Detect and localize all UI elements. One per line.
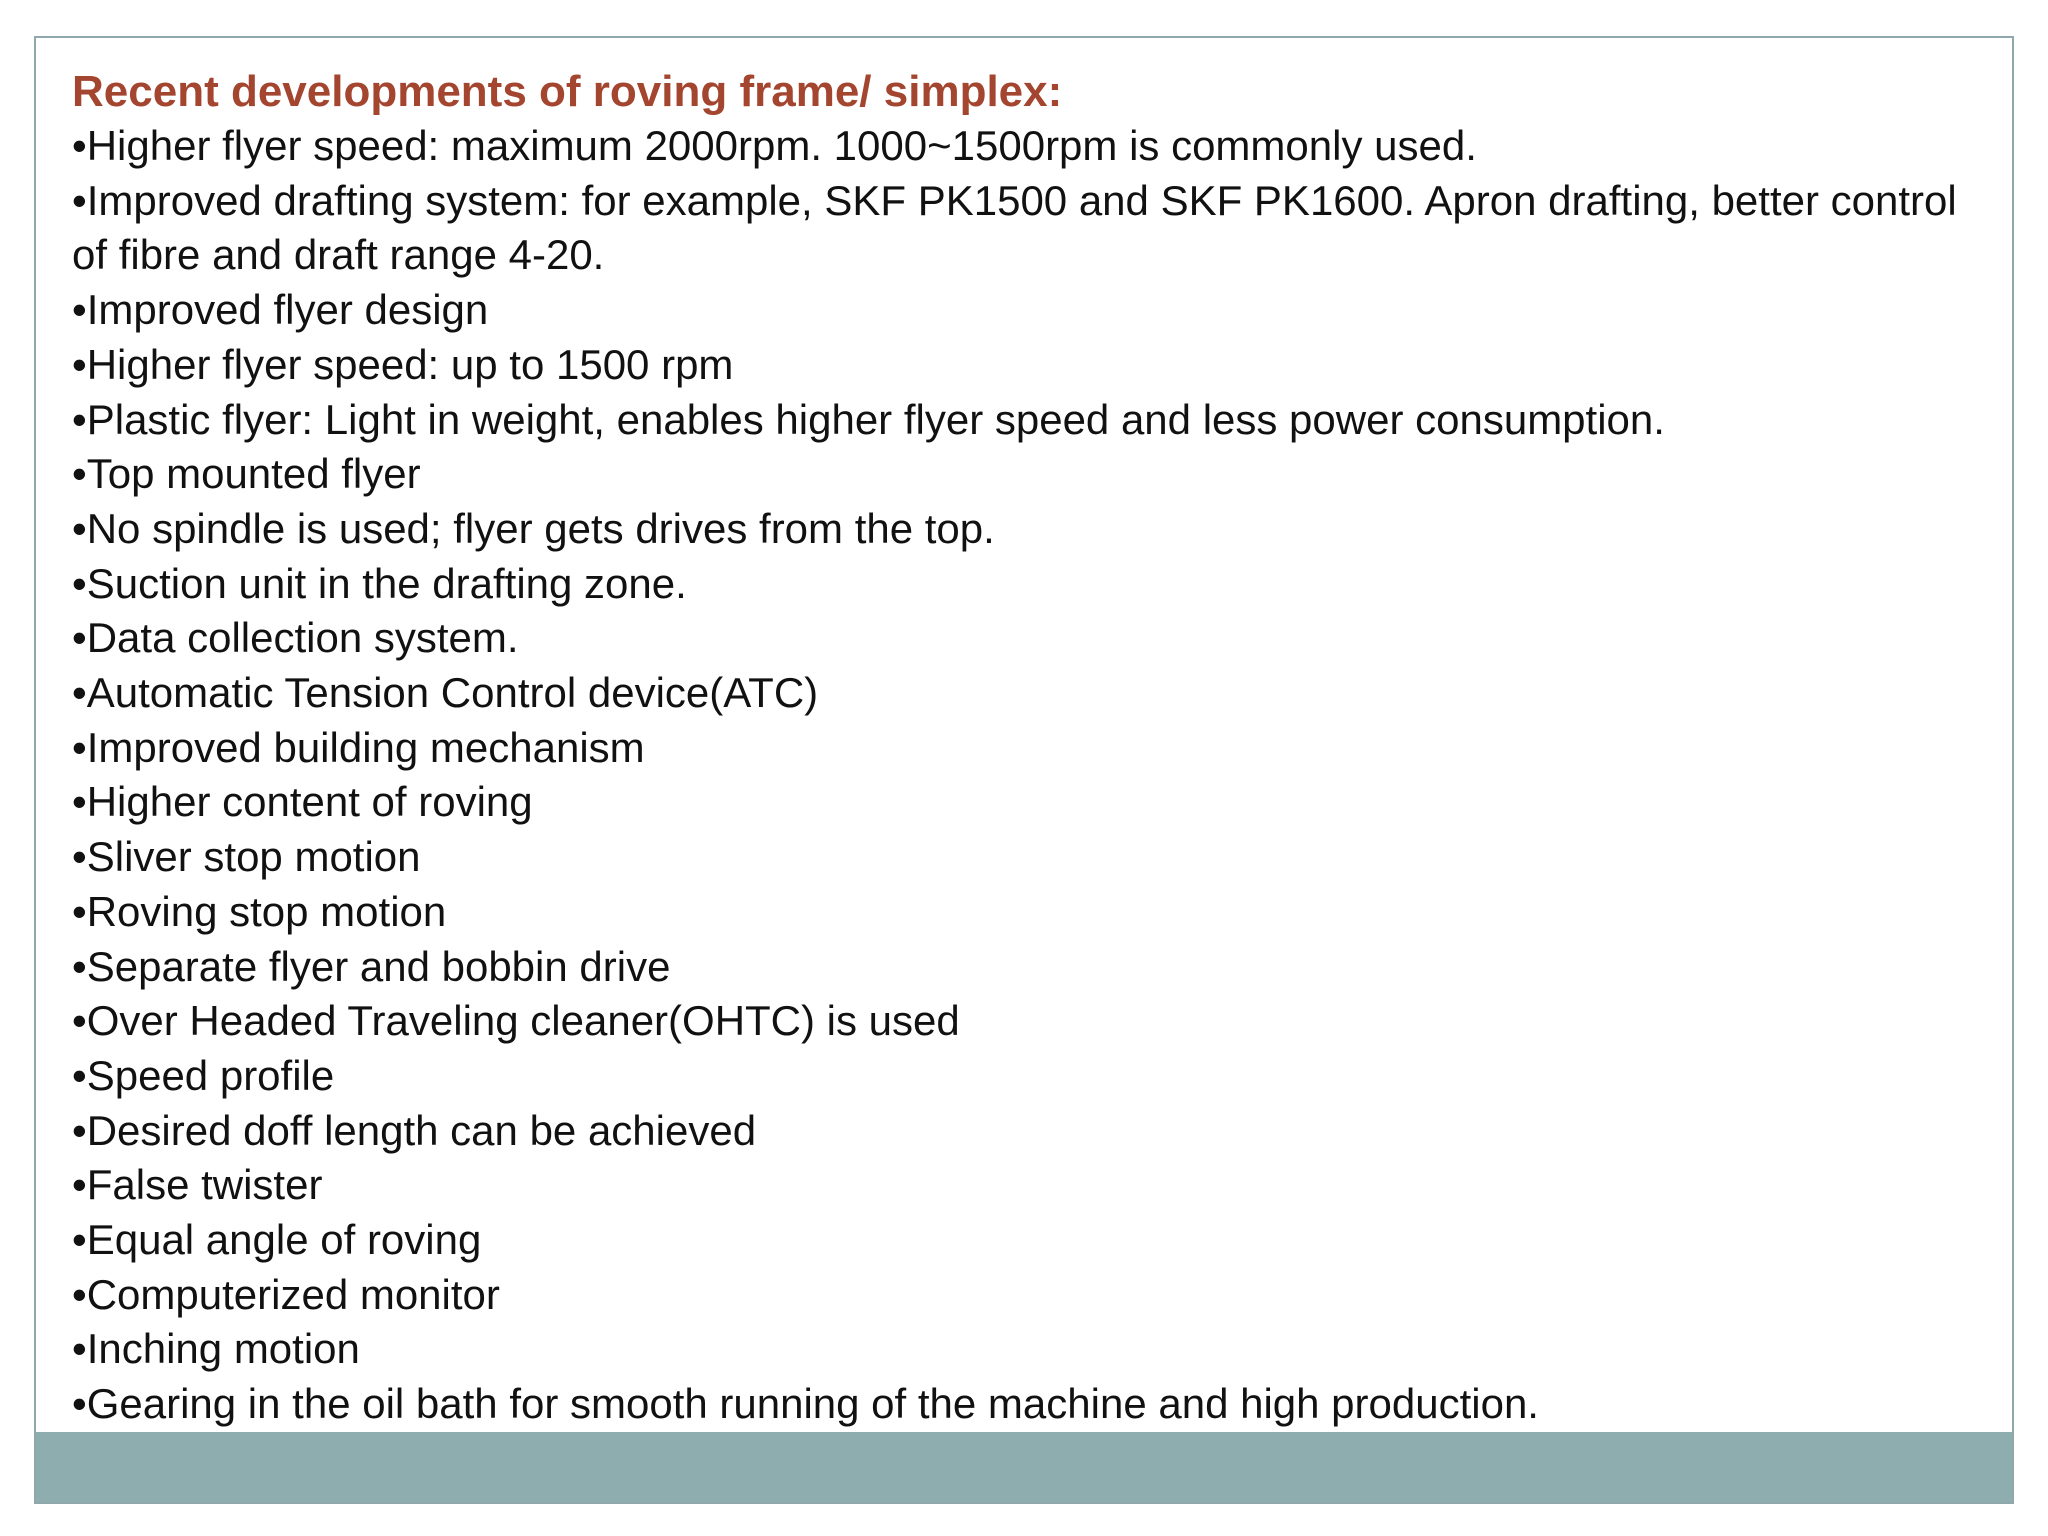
list-item: •Gearing in the oil bath for smooth running of the machine and high production.: [72, 1380, 1539, 1428]
list-item: •No spindle is used; flyer gets drives from the top.: [72, 504, 995, 552]
list-item: •Top mounted flyer: [72, 450, 421, 498]
list-item: •Improved flyer design: [72, 286, 489, 334]
list-item: •Sliver stop motion: [72, 833, 421, 881]
list-item: •Desired doff length can be achieved: [72, 1106, 757, 1154]
list-item: •Plastic flyer: Light in weight, enables higher flyer speed and less power consumption.: [72, 395, 1665, 443]
list-item: •Data collection system.: [72, 614, 519, 662]
list-item: •Improved building mechanism: [72, 723, 645, 771]
slide-frame: [34, 36, 2014, 1504]
slide-title: Recent developments of roving frame/ simplex:: [72, 67, 1063, 116]
list-item: •Speed profile: [72, 1051, 335, 1099]
list-item: •Automatic Tension Control device(ATC): [72, 669, 819, 717]
list-item: •Roving stop motion: [72, 887, 447, 935]
list-item: •Higher content of roving: [72, 778, 533, 826]
footer-bar: [36, 1432, 2012, 1502]
list-item: •Over Headed Traveling cleaner(OHTC) is used: [72, 997, 960, 1045]
list-item: •Suction unit in the drafting zone.: [72, 559, 687, 607]
slide-content: [72, 64, 1988, 1432]
list-item: •Computerized monitor: [72, 1270, 500, 1318]
list-item: •False twister: [72, 1161, 323, 1209]
list-item: •Higher flyer speed: maximum 2000rpm. 1000~1500rpm is commonly used.: [72, 122, 1477, 169]
list-item: •Improved drafting system: for example, SKF PK1500 and SKF PK1600. Apron drafting, better control of fibre and draft range 4-20.: [72, 176, 1957, 279]
list-item: •Higher flyer speed: up to 1500 rpm: [72, 340, 734, 388]
list-item: •Equal angle of roving: [72, 1216, 482, 1264]
list-item: •Separate flyer and bobbin drive: [72, 942, 671, 990]
bullet-list: [72, 119, 1988, 1432]
list-item: •Inching motion: [72, 1325, 360, 1373]
